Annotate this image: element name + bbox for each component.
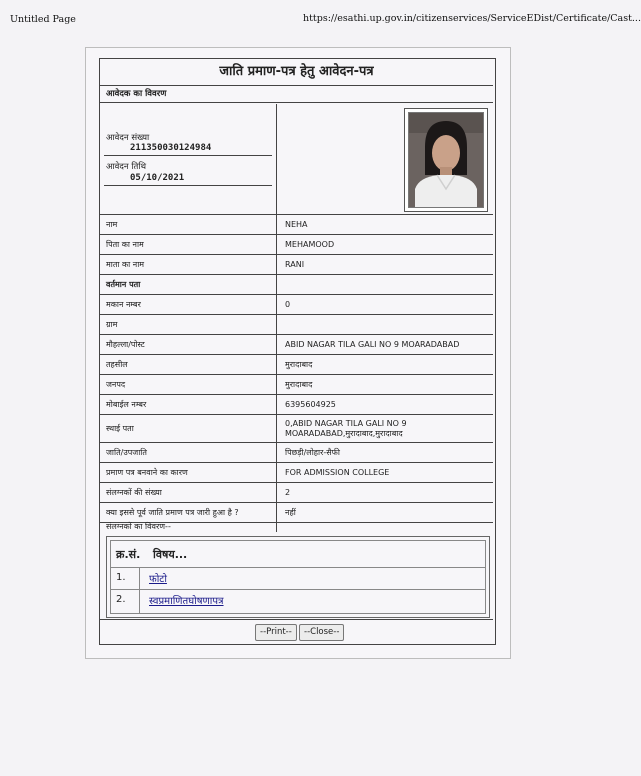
attachment-row — [111, 568, 485, 590]
row-label: नाम — [106, 220, 118, 229]
row-label: वर्तमान पता — [106, 280, 141, 289]
form-title: जाति प्रमाण-पत्र हेतु आवेदन-पत्र — [100, 59, 493, 86]
row-separator — [276, 295, 277, 314]
attachments-column-divider — [139, 567, 140, 613]
row-attachment-details — [100, 523, 493, 532]
row-value: NEHA — [285, 220, 308, 229]
application-number-label: आवेदन संख्या — [106, 133, 150, 143]
attachments-header — [111, 541, 485, 568]
row-label: पिता का नाम — [106, 240, 144, 249]
row-separator — [276, 517, 277, 532]
col-serial-header: क्र.सं. — [116, 548, 141, 561]
row-value: ABID NAGAR TILA GALI NO 9 MOARADABAD — [285, 340, 460, 349]
application-number-value: 211350030124984 — [130, 143, 212, 153]
row-separator — [276, 315, 277, 334]
row-village — [100, 315, 493, 335]
row-label: मकान नम्बर — [106, 300, 141, 309]
row-current-address-heading — [100, 275, 493, 295]
row-value: 6395604925 — [285, 400, 336, 409]
row-value: मुरादाबाद — [285, 360, 313, 369]
row-value: 0,ABID NAGAR TILA GALI NO 9 MOARADABAD,मुरादाबाद,मुरादाबाद — [285, 419, 407, 438]
row-name — [100, 215, 493, 235]
attachment-serial: 2. — [116, 594, 126, 605]
attachment-serial: 1. — [116, 572, 126, 583]
attachment-link-self-declaration[interactable]: स्वप्रमाणितघोषणापत्र — [149, 596, 224, 607]
row-label: प्रमाण पत्र बनवाने का कारण — [106, 468, 188, 477]
row-separator — [276, 255, 277, 274]
row-label: माता का नाम — [106, 260, 145, 269]
row-house-number — [100, 295, 493, 315]
row-mohalla-post — [100, 335, 493, 355]
row-attachment-count — [100, 483, 493, 503]
row-separator — [276, 395, 277, 414]
row-permanent-address — [100, 415, 493, 443]
attachment-row — [111, 590, 485, 611]
row-tehsil — [100, 355, 493, 375]
row-value: FOR ADMISSION COLLEGE — [285, 468, 390, 477]
row-value: 2 — [285, 488, 291, 497]
underline — [104, 155, 272, 156]
row-value: 0 — [285, 300, 291, 309]
row-reason — [100, 463, 493, 483]
row-district — [100, 375, 493, 395]
row-value: MEHAMOOD — [285, 240, 335, 249]
row-label: संलग्नकों का विवरण-- — [106, 522, 171, 531]
attachment-link-photo[interactable]: फोटो — [149, 574, 167, 585]
application-date-value: 05/10/2021 — [130, 173, 185, 183]
row-value: मुरादाबाद — [285, 380, 313, 389]
browser-page-title: Untitled Page — [10, 14, 76, 25]
row-label: तहसील — [106, 360, 128, 369]
row-label: जाति/उपजाति — [106, 448, 147, 457]
row-separator — [276, 275, 277, 294]
row-separator — [276, 443, 277, 462]
row-separator — [276, 215, 277, 234]
attachments-table — [110, 540, 486, 614]
row-father-name — [100, 235, 493, 255]
row-value: नहीं — [285, 508, 296, 517]
underline — [104, 185, 272, 186]
row-separator — [276, 463, 277, 482]
browser-url: https://esathi.up.gov.in/citizenservices/ServiceEDist/Certificate/Cast... — [303, 13, 641, 24]
applicant-photo-frame — [404, 108, 488, 212]
applicant-photo — [408, 112, 484, 208]
row-caste — [100, 443, 493, 463]
row-value: RANI — [285, 260, 305, 269]
row-label: मौहल्ला/पोस्ट — [106, 340, 145, 349]
application-date-label: आवेदन तिथि — [106, 162, 147, 172]
row-label: ग्राम — [106, 320, 118, 329]
row-label: मोबाईल नम्बर — [106, 400, 147, 409]
row-separator — [276, 483, 277, 502]
close-button[interactable]: --Close-- — [299, 624, 344, 641]
col-subject-header: विषय... — [153, 548, 188, 561]
row-separator — [276, 375, 277, 394]
row-label: संलग्नकों की संख्या — [106, 488, 162, 497]
print-button[interactable]: --Print-- — [255, 624, 297, 641]
row-label: क्या इससे पूर्व जाति प्रमाण पत्र जारी हुआ है ? — [106, 508, 239, 517]
row-value: पिछड़ी/लोहार-सैफी — [285, 448, 340, 457]
row-label: जनपद — [106, 380, 126, 389]
row-mobile-number — [100, 395, 493, 415]
row-separator — [276, 235, 277, 254]
row-separator — [276, 415, 277, 442]
section-applicant-details: आवेदक का विवरण — [100, 86, 493, 103]
row-label: स्थाई पता — [106, 424, 134, 433]
row-separator — [276, 335, 277, 354]
applicant-photo-image — [409, 113, 483, 207]
row-separator — [276, 355, 277, 374]
action-bar — [100, 619, 493, 642]
column-divider — [276, 104, 277, 214]
row-mother-name — [100, 255, 493, 275]
